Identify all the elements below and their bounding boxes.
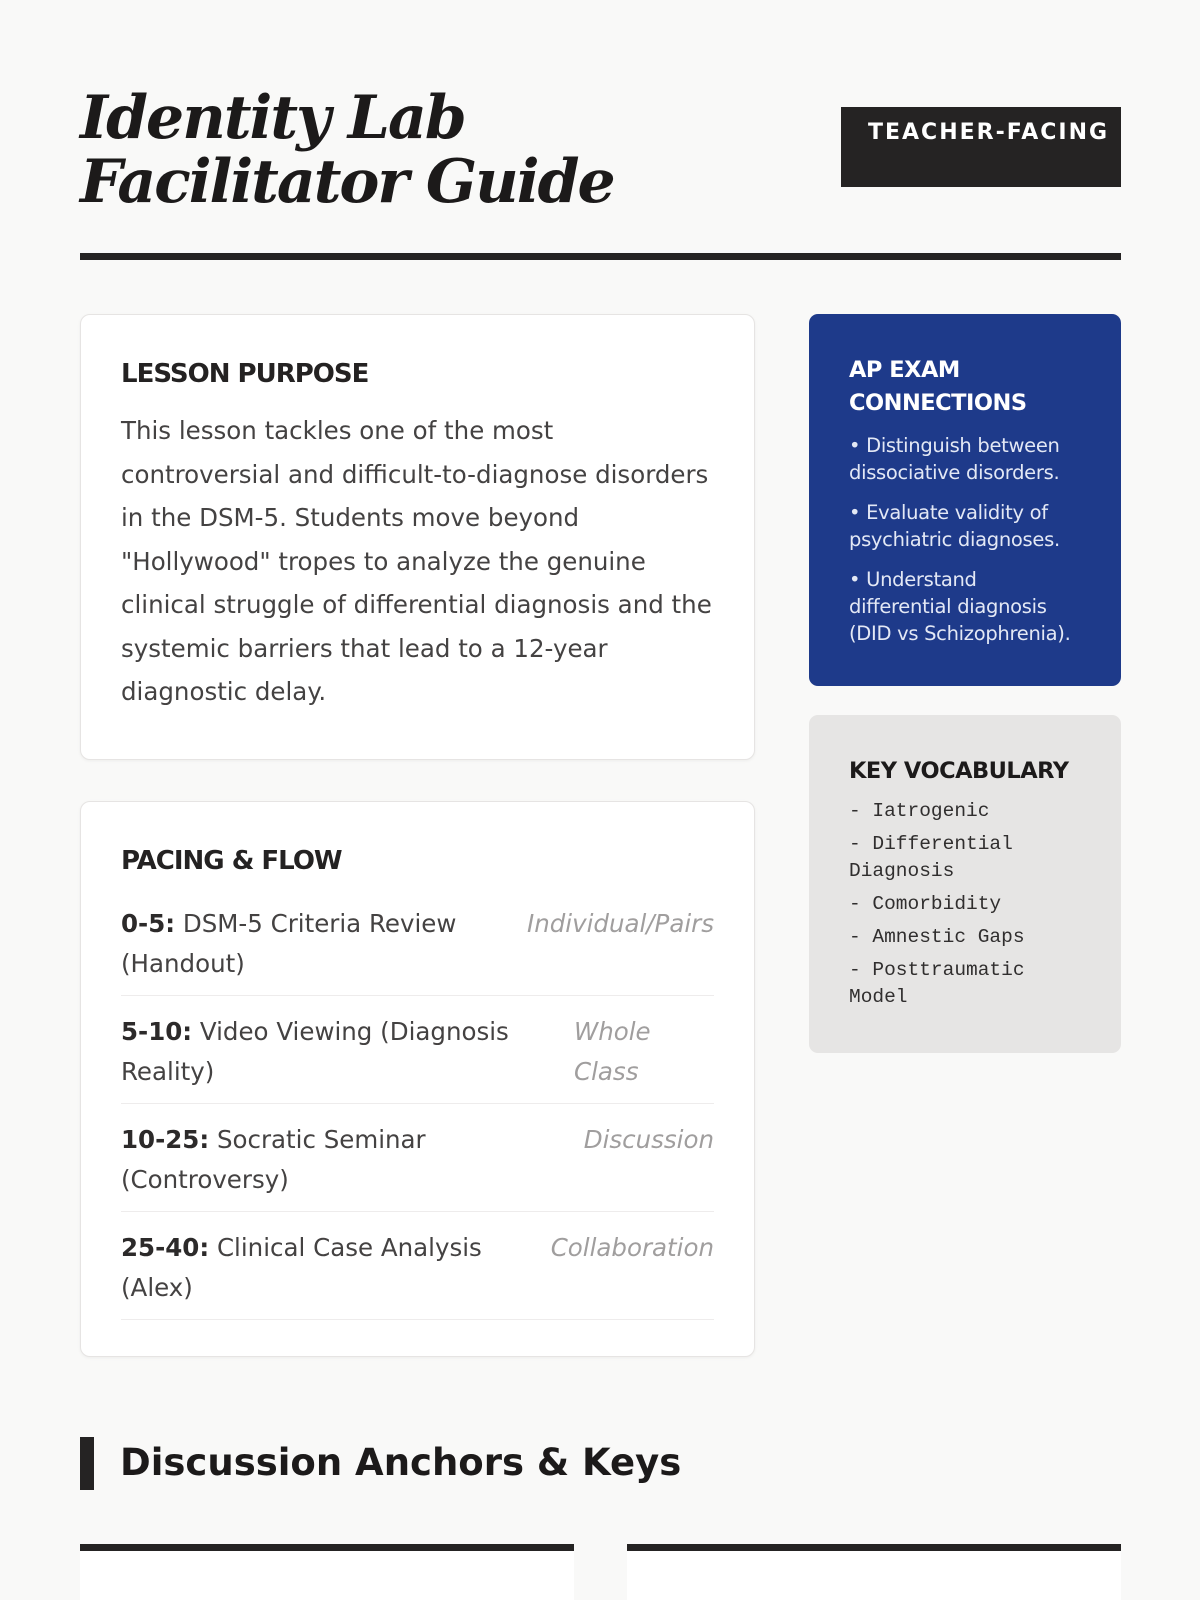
pacing-time: 5-10: (121, 1017, 193, 1046)
vocabulary-list (849, 798, 1081, 1011)
pacing-time: 0-5: (121, 909, 176, 938)
ap-exam-heading: AP EXAM CONNECTIONS (849, 357, 1027, 416)
discussion-anchors-section-header (80, 1437, 780, 1490)
ap-exam-list (849, 432, 1081, 647)
pacing-time: 10-25: (121, 1125, 210, 1154)
pacing-row (121, 888, 714, 996)
pacing-list (121, 888, 714, 1320)
pacing-mode: Individual/Pairs (526, 909, 714, 938)
pacing-activity: Video Viewing (Diagnosis Reality) (121, 1017, 509, 1086)
pacing-mode: Discussion (583, 1125, 714, 1154)
pacing-mode: Whole Class (574, 1017, 651, 1086)
lesson-purpose-text: This lesson tackles one of the most controversial and difficult-to-diagnose disorders in the DSM-5. Students move beyond "Hollywood" tropes to analyze the genuine clinical struggle of differential diagnosis and the systemic barriers that lead to a 12-year diagnostic delay. (121, 416, 712, 706)
header-divider (80, 253, 1121, 260)
pacing-row (121, 996, 714, 1104)
lesson-purpose-card (80, 314, 755, 760)
pacing-activity: DSM-5 Criteria Review (Handout) (121, 909, 457, 978)
discussion-anchor-card-right (627, 1544, 1121, 1600)
vocabulary-item: - Differential Diagnosis (849, 833, 1013, 882)
section-accent-bar (80, 1437, 94, 1490)
vocabulary-item: - Posttraumatic Model (849, 959, 1025, 1008)
ap-exam-connections-panel (809, 314, 1121, 686)
ap-exam-item: • Understand differential diagnosis (DID vs Schizophrenia). (849, 568, 1071, 645)
pacing-flow-card (80, 801, 755, 1357)
key-vocabulary-heading: KEY VOCABULARY (849, 758, 1069, 784)
teacher-facing-badge: TEACHER-FACING (841, 107, 1121, 187)
pacing-mode: Collaboration (550, 1233, 714, 1262)
vocabulary-item: - Comorbidity (849, 893, 1002, 915)
pacing-flow-heading: PACING & FLOW (121, 846, 342, 876)
pacing-time: 25-40: (121, 1233, 210, 1262)
pacing-row (121, 1104, 714, 1212)
section-title: Discussion Anchors & Keys (120, 1441, 682, 1484)
vocabulary-item: - Iatrogenic (849, 800, 990, 822)
pacing-activity: Socratic Seminar (Controversy) (121, 1125, 426, 1194)
lesson-purpose-heading: LESSON PURPOSE (121, 359, 369, 389)
discussion-anchor-card-left (80, 1544, 574, 1600)
ap-exam-item: • Distinguish between dissociative disorders. (849, 434, 1060, 484)
page-header (80, 80, 1121, 260)
pacing-row (121, 1212, 714, 1320)
ap-exam-item: • Evaluate validity of psychiatric diagnoses. (849, 501, 1060, 551)
page-title: Identity Lab Facilitator Guide (80, 83, 614, 217)
vocabulary-item: - Amnestic Gaps (849, 926, 1025, 948)
key-vocabulary-panel (809, 715, 1121, 1053)
pacing-activity: Clinical Case Analysis (Alex) (121, 1233, 482, 1302)
